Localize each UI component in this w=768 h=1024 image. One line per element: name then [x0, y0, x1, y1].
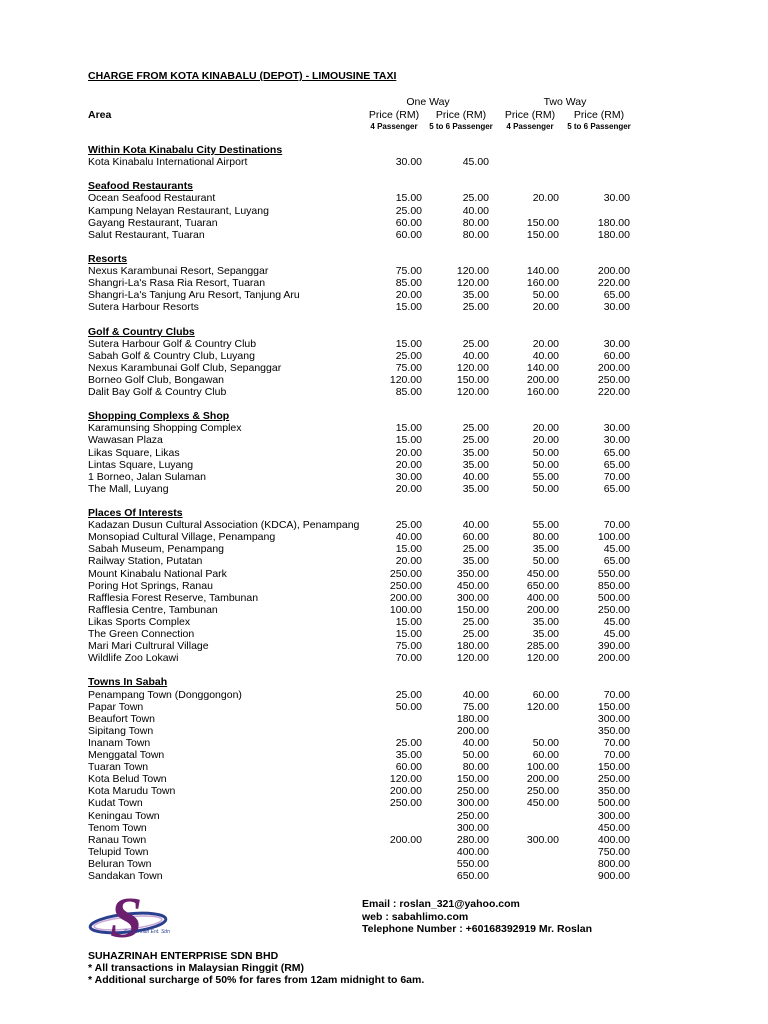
fare-cell: 350.00	[597, 724, 630, 737]
passenger-header-1: 4 Passenger	[370, 122, 418, 131]
fare-cell: 300.00	[456, 591, 489, 604]
fare-cell: 300.00	[456, 797, 489, 810]
fare-cell: 200.00	[389, 785, 422, 798]
destination-name: Likas Square, Likas	[88, 446, 180, 459]
fare-cell: 450.00	[526, 567, 559, 580]
fare-cell: 200.00	[526, 603, 559, 616]
fare-cell: 400.00	[456, 845, 489, 858]
table-row	[0, 810, 768, 822]
fare-cell: 450.00	[526, 797, 559, 810]
destination-name: Beluran Town	[88, 857, 152, 870]
table-row	[0, 362, 768, 374]
fare-cell: 20.00	[395, 482, 422, 495]
fare-cell: 50.00	[462, 749, 489, 761]
fare-cell: 150.00	[456, 373, 489, 386]
fare-cell: 25.00	[462, 434, 489, 447]
table-row	[0, 652, 768, 664]
table-row	[0, 640, 768, 652]
logo-caption: Suhazrinah Ent. Sdn	[124, 929, 170, 935]
contact-phone: Telephone Number : +60168392919 Mr. Roslan	[362, 923, 593, 935]
fare-cell: 200.00	[456, 724, 489, 737]
destination-name: Sabah Museum, Penampang	[88, 543, 225, 556]
destination-name: Telupid Town	[88, 845, 149, 858]
fare-cell: 35.00	[532, 628, 559, 640]
fare-cell: 300.00	[456, 821, 489, 834]
table-row	[0, 471, 768, 483]
table-row	[0, 797, 768, 809]
fare-cell: 80.00	[462, 228, 489, 241]
fare-cell: 70.00	[603, 749, 630, 761]
table-row	[0, 689, 768, 701]
fare-cell: 350.00	[456, 567, 489, 580]
destination-name: Wawasan Plaza	[88, 434, 163, 447]
table-row	[0, 822, 768, 834]
fare-cell: 550.00	[597, 567, 630, 580]
fare-cell: 220.00	[597, 277, 630, 290]
table-row	[0, 773, 768, 785]
table-row	[0, 749, 768, 761]
fare-cell: 20.00	[532, 434, 559, 447]
two-way-header: Two Way	[543, 96, 587, 108]
fare-cell: 25.00	[395, 204, 422, 217]
destination-name: Karamunsing Shopping Complex	[88, 422, 242, 435]
contact-email: Email : roslan_321@yahoo.com	[362, 898, 520, 910]
fare-cell: 75.00	[395, 265, 422, 277]
fare-cell: 180.00	[456, 712, 489, 725]
fare-cell: 250.00	[456, 785, 489, 798]
fare-cell: 25.00	[462, 615, 489, 628]
fare-cell: 30.00	[395, 470, 422, 483]
passenger-header-4: 5 to 6 Passenger	[567, 122, 631, 131]
note-surcharge: * Additional surcharge of 50% for fares from 12am midnight to 6am.	[88, 974, 425, 986]
fare-cell: 50.00	[532, 555, 559, 568]
fare-cell: 35.00	[532, 543, 559, 556]
destination-name: The Green Connection	[88, 628, 195, 640]
fare-cell: 20.00	[532, 192, 559, 205]
table-row	[0, 616, 768, 628]
table-row	[0, 737, 768, 749]
fare-cell: 60.00	[395, 216, 422, 229]
fare-cell: 150.00	[526, 216, 559, 229]
destination-name: Gayang Restaurant, Tuaran	[88, 216, 218, 229]
destination-name: Tuaran Town	[88, 761, 149, 774]
fare-cell: 75.00	[395, 361, 422, 374]
fare-cell: 250.00	[597, 773, 630, 786]
fare-cell: 30.00	[603, 434, 630, 447]
destination-name: Salut Restaurant, Tuaran	[88, 228, 205, 241]
table-row	[0, 592, 768, 604]
fare-cell: 30.00	[395, 156, 422, 169]
destination-name: Kota Marudu Town	[88, 785, 176, 798]
fare-cell: 500.00	[597, 591, 630, 604]
price-header-2: Price (RM)	[435, 109, 487, 121]
table-row	[0, 374, 768, 386]
fare-cell: 70.00	[603, 519, 630, 532]
fare-cell: 85.00	[395, 386, 422, 398]
fare-cell: 80.00	[462, 761, 489, 774]
destination-name: Wildlife Zoo Lokawi	[88, 652, 179, 665]
fare-cell: 400.00	[597, 833, 630, 846]
destination-name: Poring Hot Springs, Ranau	[88, 579, 213, 592]
destination-name: Dalit Bay Golf & Country Club	[88, 386, 227, 398]
fare-cell: 25.00	[462, 543, 489, 556]
fare-cell: 500.00	[597, 797, 630, 810]
fare-cell: 120.00	[526, 652, 559, 665]
fare-cell: 20.00	[395, 289, 422, 302]
table-row	[0, 229, 768, 241]
table-row	[0, 277, 768, 289]
fare-cell: 45.00	[462, 156, 489, 169]
table-row	[0, 785, 768, 797]
company-logo	[84, 885, 170, 947]
fare-cell: 285.00	[526, 640, 559, 653]
table-row	[0, 713, 768, 725]
fare-cell: 50.00	[532, 446, 559, 459]
destination-name: Kota Belud Town	[88, 773, 167, 786]
section-title: Shopping Complexs & Shop	[88, 410, 230, 423]
destination-name: Monsopiad Cultural Village, Penampang	[88, 531, 276, 544]
destination-name: Borneo Golf Club, Bongawan	[88, 373, 225, 386]
fare-cell: 30.00	[603, 192, 630, 205]
fare-cell: 60.00	[532, 749, 559, 761]
fare-cell: 180.00	[597, 228, 630, 241]
fare-cell: 50.00	[532, 458, 559, 471]
fare-cell: 30.00	[603, 337, 630, 350]
fare-cell: 40.00	[462, 204, 489, 217]
destination-name: Shangri-La's Tanjung Aru Resort, Tanjung Aru	[88, 289, 300, 302]
fare-cell: 150.00	[526, 228, 559, 241]
table-row	[0, 568, 768, 580]
fare-cell: 70.00	[603, 470, 630, 483]
fare-cell: 25.00	[462, 192, 489, 205]
fare-cell: 15.00	[395, 615, 422, 628]
destination-name: Inanam Town	[88, 736, 151, 749]
fare-cell: 25.00	[395, 736, 422, 749]
fare-cell: 100.00	[389, 603, 422, 616]
fare-cell: 120.00	[456, 277, 489, 290]
passenger-header-2: 5 to 6 Passenger	[429, 122, 493, 131]
table-row	[0, 338, 768, 350]
fare-cell: 200.00	[597, 652, 630, 665]
fare-cell: 160.00	[526, 386, 559, 398]
fare-cell: 25.00	[395, 688, 422, 701]
fare-cell: 25.00	[462, 337, 489, 350]
table-row	[0, 447, 768, 459]
table-row	[0, 580, 768, 592]
fare-cell: 40.00	[462, 519, 489, 532]
destination-name: Sandakan Town	[88, 870, 163, 882]
fare-cell: 70.00	[603, 688, 630, 701]
section-title: Seafood Restaurants	[88, 180, 194, 193]
fare-cell: 150.00	[456, 603, 489, 616]
destination-name: Mari Mari Cultrural Village	[88, 640, 209, 653]
section-title: Towns In Sabah	[88, 676, 168, 689]
company-name: SUHAZRINAH ENTERPRISE SDN BHD	[88, 950, 279, 962]
fare-cell: 120.00	[389, 773, 422, 786]
destination-name: Rafflesia Forest Reserve, Tambunan	[88, 591, 259, 604]
fare-cell: 85.00	[395, 277, 422, 290]
fare-cell: 55.00	[532, 470, 559, 483]
fare-cell: 280.00	[456, 833, 489, 846]
destination-name: Nexus Karambunai Resort, Sepanggar	[88, 265, 269, 277]
table-row	[0, 628, 768, 640]
fare-cell: 140.00	[526, 265, 559, 277]
fare-cell: 120.00	[456, 361, 489, 374]
fare-cell: 250.00	[597, 373, 630, 386]
fare-cell: 20.00	[395, 446, 422, 459]
fare-cell: 180.00	[597, 216, 630, 229]
fare-cell: 25.00	[462, 301, 489, 314]
fare-cell: 70.00	[395, 652, 422, 665]
area-column-header: Area	[88, 109, 112, 121]
table-row	[0, 350, 768, 362]
fare-cell: 15.00	[395, 192, 422, 205]
fare-cell: 250.00	[526, 785, 559, 798]
fare-cell: 100.00	[597, 531, 630, 544]
fare-cell: 45.00	[603, 543, 630, 556]
fare-cell: 65.00	[603, 555, 630, 568]
destination-name: Railway Station, Putatan	[88, 555, 203, 568]
fare-cell: 850.00	[597, 579, 630, 592]
fare-cell: 450.00	[597, 821, 630, 834]
fare-cell: 450.00	[456, 579, 489, 592]
table-row	[0, 156, 768, 168]
passenger-header-3: 4 Passenger	[506, 122, 554, 131]
table-row	[0, 265, 768, 277]
contact-web: web : sabahlimo.com	[362, 911, 469, 923]
fare-cell: 250.00	[389, 797, 422, 810]
fare-cell: 250.00	[389, 567, 422, 580]
logo-letter: S	[110, 885, 143, 947]
fare-cell: 15.00	[395, 301, 422, 314]
price-header-3: Price (RM)	[504, 109, 556, 121]
destination-name: Ocean Seafood Restaurant	[88, 192, 216, 205]
fare-cell: 40.00	[462, 349, 489, 362]
fare-cell: 100.00	[526, 761, 559, 774]
fare-cell: 40.00	[532, 349, 559, 362]
destination-name: Kudat Town	[88, 797, 143, 810]
fare-cell: 15.00	[395, 628, 422, 640]
table-row	[0, 301, 768, 313]
fare-cell: 35.00	[462, 458, 489, 471]
fare-cell: 150.00	[597, 700, 630, 713]
fare-cell: 50.00	[532, 736, 559, 749]
destination-name: Mount Kinabalu National Park	[88, 567, 227, 580]
fare-cell: 20.00	[532, 337, 559, 350]
fare-cell: 65.00	[603, 458, 630, 471]
fare-cell: 35.00	[462, 289, 489, 302]
table-row	[0, 761, 768, 773]
table-row	[0, 422, 768, 434]
section-title: Resorts	[88, 252, 128, 265]
price-header-1: Price (RM)	[368, 109, 420, 121]
fare-cell: 180.00	[456, 640, 489, 653]
fare-cell: 15.00	[395, 543, 422, 556]
fare-cell: 40.00	[462, 688, 489, 701]
table-row	[0, 217, 768, 229]
fare-cell: 160.00	[526, 277, 559, 290]
destination-name: Sutera Harbour Resorts	[88, 301, 199, 314]
fare-cell: 50.00	[395, 700, 422, 713]
table-row	[0, 205, 768, 217]
table-row	[0, 483, 768, 495]
table-row	[0, 543, 768, 555]
fare-cell: 35.00	[462, 446, 489, 459]
fare-cell: 250.00	[456, 809, 489, 822]
fare-cell: 55.00	[532, 519, 559, 532]
fare-cell: 200.00	[526, 773, 559, 786]
fare-cell: 15.00	[395, 422, 422, 435]
fare-cell: 150.00	[597, 761, 630, 774]
fare-cell: 200.00	[389, 591, 422, 604]
destination-name: Shangri-La's Rasa Ria Resort, Tuaran	[88, 277, 266, 290]
fare-cell: 400.00	[526, 591, 559, 604]
fare-cell: 120.00	[389, 373, 422, 386]
fare-cell: 30.00	[603, 422, 630, 435]
fare-cell: 75.00	[462, 700, 489, 713]
fare-cell: 60.00	[395, 761, 422, 774]
fare-cell: 35.00	[462, 555, 489, 568]
price-header-4: Price (RM)	[573, 109, 625, 121]
fare-cell: 200.00	[389, 833, 422, 846]
table-row	[0, 870, 768, 882]
table-row	[0, 434, 768, 446]
fare-cell: 800.00	[597, 857, 630, 870]
fare-cell: 250.00	[597, 603, 630, 616]
table-row	[0, 531, 768, 543]
fare-cell: 350.00	[597, 785, 630, 798]
page-title: CHARGE FROM KOTA KINABALU (DEPOT) - LIMOUSINE TAXI	[88, 70, 397, 82]
fare-cell: 20.00	[532, 301, 559, 314]
fare-cell: 60.00	[532, 688, 559, 701]
destination-name: Sutera Harbour Golf & Country Club	[88, 337, 257, 350]
fare-cell: 120.00	[456, 652, 489, 665]
fare-cell: 20.00	[532, 422, 559, 435]
fare-cell: 220.00	[597, 386, 630, 398]
destination-name: Kampung Nelayan Restaurant, Luyang	[88, 204, 269, 217]
fare-cell: 65.00	[603, 446, 630, 459]
fare-cell: 40.00	[462, 736, 489, 749]
fare-cell: 150.00	[456, 773, 489, 786]
destination-name: Menggatal Town	[88, 749, 165, 761]
fare-cell: 35.00	[395, 749, 422, 761]
destination-name: Lintas Square, Luyang	[88, 458, 194, 471]
fare-cell: 80.00	[532, 531, 559, 544]
fare-cell: 120.00	[456, 265, 489, 277]
fare-cell: 120.00	[526, 700, 559, 713]
table-row	[0, 858, 768, 870]
fare-cell: 15.00	[395, 434, 422, 447]
section-title: Places Of Interests	[88, 507, 183, 519]
table-row	[0, 192, 768, 204]
table-row	[0, 555, 768, 567]
fare-cell: 60.00	[603, 349, 630, 362]
fare-cell: 65.00	[603, 482, 630, 495]
destination-name: Kota Kinabalu International Airport	[88, 156, 248, 169]
fare-cell: 200.00	[597, 265, 630, 277]
fare-cell: 900.00	[597, 870, 630, 882]
destination-name: Likas Sports Complex	[88, 615, 191, 628]
fare-cell: 650.00	[456, 870, 489, 882]
fare-cell: 300.00	[597, 809, 630, 822]
destination-name: Papar Town	[88, 700, 144, 713]
fare-cell: 120.00	[456, 386, 489, 398]
table-row	[0, 459, 768, 471]
destination-name: Keningau Town	[88, 809, 160, 822]
table-row	[0, 725, 768, 737]
destination-name: Nexus Karambunai Golf Club, Sepanggar	[88, 361, 282, 374]
destination-name: Tenom Town	[88, 821, 147, 834]
fare-cell: 750.00	[597, 845, 630, 858]
one-way-header: One Way	[406, 96, 450, 108]
fare-cell: 25.00	[462, 422, 489, 435]
table-row	[0, 386, 768, 398]
destination-name: Rafflesia Centre, Tambunan	[88, 603, 218, 616]
fare-cell: 50.00	[532, 482, 559, 495]
table-row	[0, 604, 768, 616]
destination-name: Penampang Town (Donggongon)	[88, 688, 242, 701]
table-row	[0, 701, 768, 713]
fare-cell: 140.00	[526, 361, 559, 374]
fare-cell: 250.00	[389, 579, 422, 592]
fare-cell: 50.00	[532, 289, 559, 302]
fare-cell: 20.00	[395, 555, 422, 568]
table-row	[0, 519, 768, 531]
section-title: Golf & Country Clubs	[88, 325, 195, 338]
fare-cell: 200.00	[597, 361, 630, 374]
fare-cell: 80.00	[462, 216, 489, 229]
fare-cell: 20.00	[395, 458, 422, 471]
fare-cell: 45.00	[603, 615, 630, 628]
fare-cell: 30.00	[603, 301, 630, 314]
fare-cell: 300.00	[526, 833, 559, 846]
fare-cell: 15.00	[395, 337, 422, 350]
fare-cell: 390.00	[597, 640, 630, 653]
destination-name: Sabah Golf & Country Club, Luyang	[88, 349, 255, 362]
destination-name: The Mall, Luyang	[88, 482, 169, 495]
destination-name: 1 Borneo, Jalan Sulaman	[88, 470, 206, 483]
fare-cell: 40.00	[462, 470, 489, 483]
table-row	[0, 289, 768, 301]
fare-cell: 25.00	[395, 349, 422, 362]
fare-cell: 25.00	[395, 519, 422, 532]
fare-cell: 35.00	[532, 615, 559, 628]
fare-cell: 200.00	[526, 373, 559, 386]
fare-cell: 550.00	[456, 857, 489, 870]
fare-cell: 25.00	[462, 628, 489, 640]
fare-cell: 35.00	[462, 482, 489, 495]
fare-cell: 65.00	[603, 289, 630, 302]
fare-cell: 40.00	[395, 531, 422, 544]
table-row	[0, 846, 768, 858]
table-row	[0, 834, 768, 846]
fare-cell: 70.00	[603, 736, 630, 749]
destination-name: Ranau Town	[88, 833, 147, 846]
fare-cell: 60.00	[462, 531, 489, 544]
fare-cell: 75.00	[395, 640, 422, 653]
fare-cell: 45.00	[603, 628, 630, 640]
fare-cell: 60.00	[395, 228, 422, 241]
destination-name: Kadazan Dusun Cultural Association (KDCA), Penampang	[88, 519, 360, 532]
destination-name: Beaufort Town	[88, 712, 155, 725]
fare-cell: 650.00	[526, 579, 559, 592]
section-title: Within Kota Kinabalu City Destinations	[88, 144, 283, 156]
fare-cell: 300.00	[597, 712, 630, 725]
destination-name: Sipitang Town	[88, 724, 154, 737]
note-currency: * All transactions in Malaysian Ringgit (RM)	[88, 962, 305, 974]
